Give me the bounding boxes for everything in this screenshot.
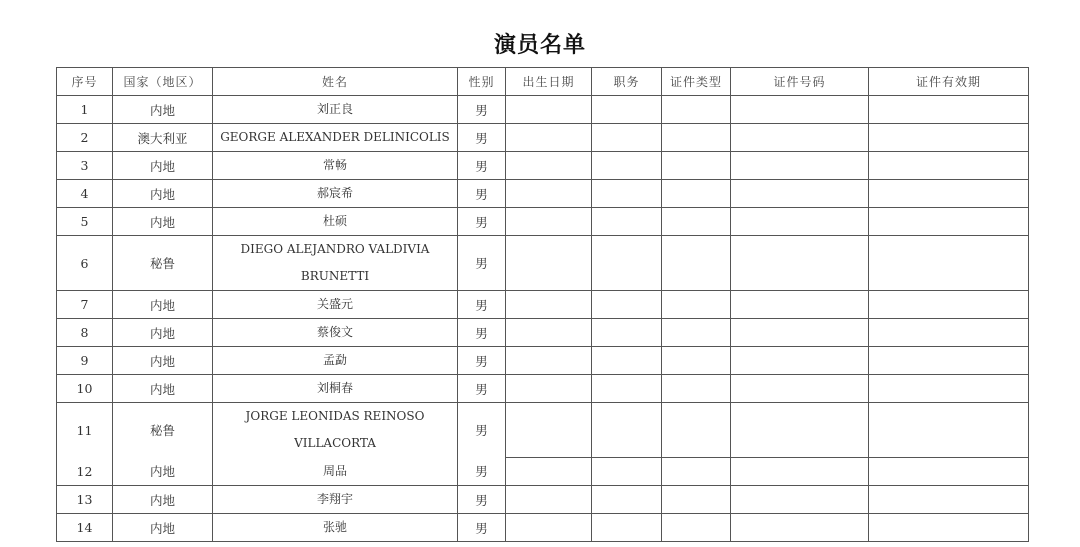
table-row xyxy=(57,152,1029,180)
cell-no: 6 xyxy=(57,236,113,291)
cell-id-type xyxy=(662,319,731,347)
cell-id-expiry xyxy=(869,403,1029,458)
cell-no: 4 xyxy=(57,180,113,208)
cell-gender: 男 xyxy=(458,152,506,180)
table-row xyxy=(57,208,1029,236)
cell-gender: 男 xyxy=(458,180,506,208)
cell-region: 内地 xyxy=(113,375,213,403)
table-row xyxy=(57,291,1029,319)
table-row xyxy=(57,180,1029,208)
cell-gender: 男 xyxy=(458,514,506,542)
table-row xyxy=(57,124,1029,152)
cell-region: 秘鲁 xyxy=(113,236,213,291)
cell-id-expiry xyxy=(869,486,1029,514)
cell-name: 刘正良 xyxy=(213,96,458,124)
cell-name: 周品 xyxy=(213,458,458,486)
header-id-number: 证件号码 xyxy=(731,68,869,96)
table-row xyxy=(57,458,1029,486)
cast-table xyxy=(56,67,1029,542)
cell-no: 10 xyxy=(57,375,113,403)
cell-region: 内地 xyxy=(113,208,213,236)
cell-position xyxy=(592,458,662,486)
cell-id-expiry xyxy=(869,347,1029,375)
cell-birthdate xyxy=(506,124,592,152)
cell-id-type xyxy=(662,124,731,152)
table-row xyxy=(57,375,1029,403)
cell-id-number xyxy=(731,403,869,458)
cell-id-type xyxy=(662,514,731,542)
cell-id-expiry xyxy=(869,319,1029,347)
cell-position xyxy=(592,375,662,403)
cell-id-number xyxy=(731,124,869,152)
cell-id-expiry xyxy=(869,375,1029,403)
cell-id-type xyxy=(662,96,731,124)
cell-no: 7 xyxy=(57,291,113,319)
cell-region: 澳大利亚 xyxy=(113,124,213,152)
cell-position xyxy=(592,96,662,124)
cell-id-number xyxy=(731,375,869,403)
table-row xyxy=(57,347,1029,375)
cell-id-type xyxy=(662,180,731,208)
cell-name: DIEGO ALEJANDRO VALDIVIA BRUNETTI xyxy=(213,236,458,291)
cell-id-number xyxy=(731,347,869,375)
cell-position xyxy=(592,319,662,347)
document-title: 演员名单 xyxy=(493,33,586,58)
cell-id-expiry xyxy=(869,180,1029,208)
cell-id-number xyxy=(731,236,869,291)
table-row xyxy=(57,514,1029,542)
cell-id-type xyxy=(662,291,731,319)
cell-id-type xyxy=(662,486,731,514)
cell-name: 杜硕 xyxy=(213,208,458,236)
cell-no: 8 xyxy=(57,319,113,347)
header-position: 职务 xyxy=(592,68,662,96)
cell-id-number xyxy=(731,458,869,486)
header-birthdate: 出生日期 xyxy=(506,68,592,96)
cell-id-expiry xyxy=(869,124,1029,152)
cell-name: 关盛元 xyxy=(213,291,458,319)
table-row xyxy=(57,236,1029,291)
cell-id-expiry xyxy=(869,152,1029,180)
header-region: 国家（地区） xyxy=(113,68,213,96)
cell-id-type xyxy=(662,375,731,403)
cell-gender: 男 xyxy=(458,319,506,347)
cell-id-expiry xyxy=(869,291,1029,319)
cell-birthdate xyxy=(506,486,592,514)
cell-name: 孟勐 xyxy=(213,347,458,375)
cell-gender: 男 xyxy=(458,96,506,124)
cell-gender: 男 xyxy=(458,291,506,319)
cell-gender: 男 xyxy=(458,403,506,458)
cell-region: 内地 xyxy=(113,347,213,375)
cell-id-number xyxy=(731,514,869,542)
table-row xyxy=(57,96,1029,124)
cell-position xyxy=(592,124,662,152)
cell-id-number xyxy=(731,291,869,319)
cell-id-type xyxy=(662,347,731,375)
cell-no: 5 xyxy=(57,208,113,236)
cell-id-type xyxy=(662,458,731,486)
cell-id-expiry xyxy=(869,96,1029,124)
cell-birthdate xyxy=(506,403,592,458)
cell-birthdate xyxy=(506,291,592,319)
cell-id-number xyxy=(731,180,869,208)
cell-id-expiry xyxy=(869,236,1029,291)
header-name: 姓名 xyxy=(213,68,458,96)
cell-id-number xyxy=(731,152,869,180)
cell-name: GEORGE ALEXANDER DELINICOLIS xyxy=(213,124,458,152)
cell-id-type xyxy=(662,403,731,458)
cell-region: 内地 xyxy=(113,180,213,208)
cell-no: 2 xyxy=(57,124,113,152)
cell-name: 蔡俊文 xyxy=(213,319,458,347)
cell-no: 13 xyxy=(57,486,113,514)
cell-gender: 男 xyxy=(458,208,506,236)
cell-region: 内地 xyxy=(113,152,213,180)
cell-no: 3 xyxy=(57,152,113,180)
cell-birthdate xyxy=(506,180,592,208)
cell-birthdate xyxy=(506,208,592,236)
table-row xyxy=(57,319,1029,347)
table-row xyxy=(57,486,1029,514)
cell-region: 内地 xyxy=(113,291,213,319)
cell-gender: 男 xyxy=(458,124,506,152)
cell-birthdate xyxy=(506,458,592,486)
header-row xyxy=(57,68,1029,96)
cell-region: 内地 xyxy=(113,486,213,514)
cell-id-number xyxy=(731,319,869,347)
cell-id-number xyxy=(731,208,869,236)
cell-id-expiry xyxy=(869,514,1029,542)
cell-birthdate xyxy=(506,319,592,347)
cell-name: 刘桐春 xyxy=(213,375,458,403)
cell-no: 14 xyxy=(57,514,113,542)
cell-name: JORGE LEONIDAS REINOSO VILLACORTA xyxy=(213,403,458,458)
cell-birthdate xyxy=(506,96,592,124)
cell-birthdate xyxy=(506,375,592,403)
cell-region: 内地 xyxy=(113,319,213,347)
header-gender: 性别 xyxy=(458,68,506,96)
cell-name: 张驰 xyxy=(213,514,458,542)
cell-birthdate xyxy=(506,514,592,542)
cell-region: 内地 xyxy=(113,96,213,124)
cell-name: 李翔宇 xyxy=(213,486,458,514)
cell-birthdate xyxy=(506,236,592,291)
cell-gender: 男 xyxy=(458,486,506,514)
cell-gender: 男 xyxy=(458,347,506,375)
cell-id-number xyxy=(731,486,869,514)
cell-region: 内地 xyxy=(113,458,213,486)
cell-id-expiry xyxy=(869,458,1029,486)
cell-gender: 男 xyxy=(458,458,506,486)
cell-id-number xyxy=(731,96,869,124)
table-row xyxy=(57,403,1029,458)
header-id-expiry: 证件有效期 xyxy=(869,68,1029,96)
cell-gender: 男 xyxy=(458,375,506,403)
cell-no: 1 xyxy=(57,96,113,124)
cell-region: 秘鲁 xyxy=(113,403,213,458)
cell-no: 12 xyxy=(57,458,113,486)
cell-id-type xyxy=(662,208,731,236)
cell-position xyxy=(592,291,662,319)
cell-birthdate xyxy=(506,152,592,180)
cell-no: 9 xyxy=(57,347,113,375)
cell-id-type xyxy=(662,152,731,180)
cell-position xyxy=(592,403,662,458)
cell-position xyxy=(592,208,662,236)
cell-position xyxy=(592,514,662,542)
cell-position xyxy=(592,347,662,375)
cell-name: 郝宸希 xyxy=(213,180,458,208)
cell-gender: 男 xyxy=(458,236,506,291)
header-id-type: 证件类型 xyxy=(662,68,731,96)
cell-position xyxy=(592,152,662,180)
cell-id-expiry xyxy=(869,208,1029,236)
cell-no: 11 xyxy=(57,403,113,458)
cell-id-type xyxy=(662,236,731,291)
cell-name: 常畅 xyxy=(213,152,458,180)
cell-position xyxy=(592,180,662,208)
header-no: 序号 xyxy=(57,68,113,96)
cell-position xyxy=(592,486,662,514)
cell-position xyxy=(592,236,662,291)
cell-birthdate xyxy=(506,347,592,375)
cell-region: 内地 xyxy=(113,514,213,542)
